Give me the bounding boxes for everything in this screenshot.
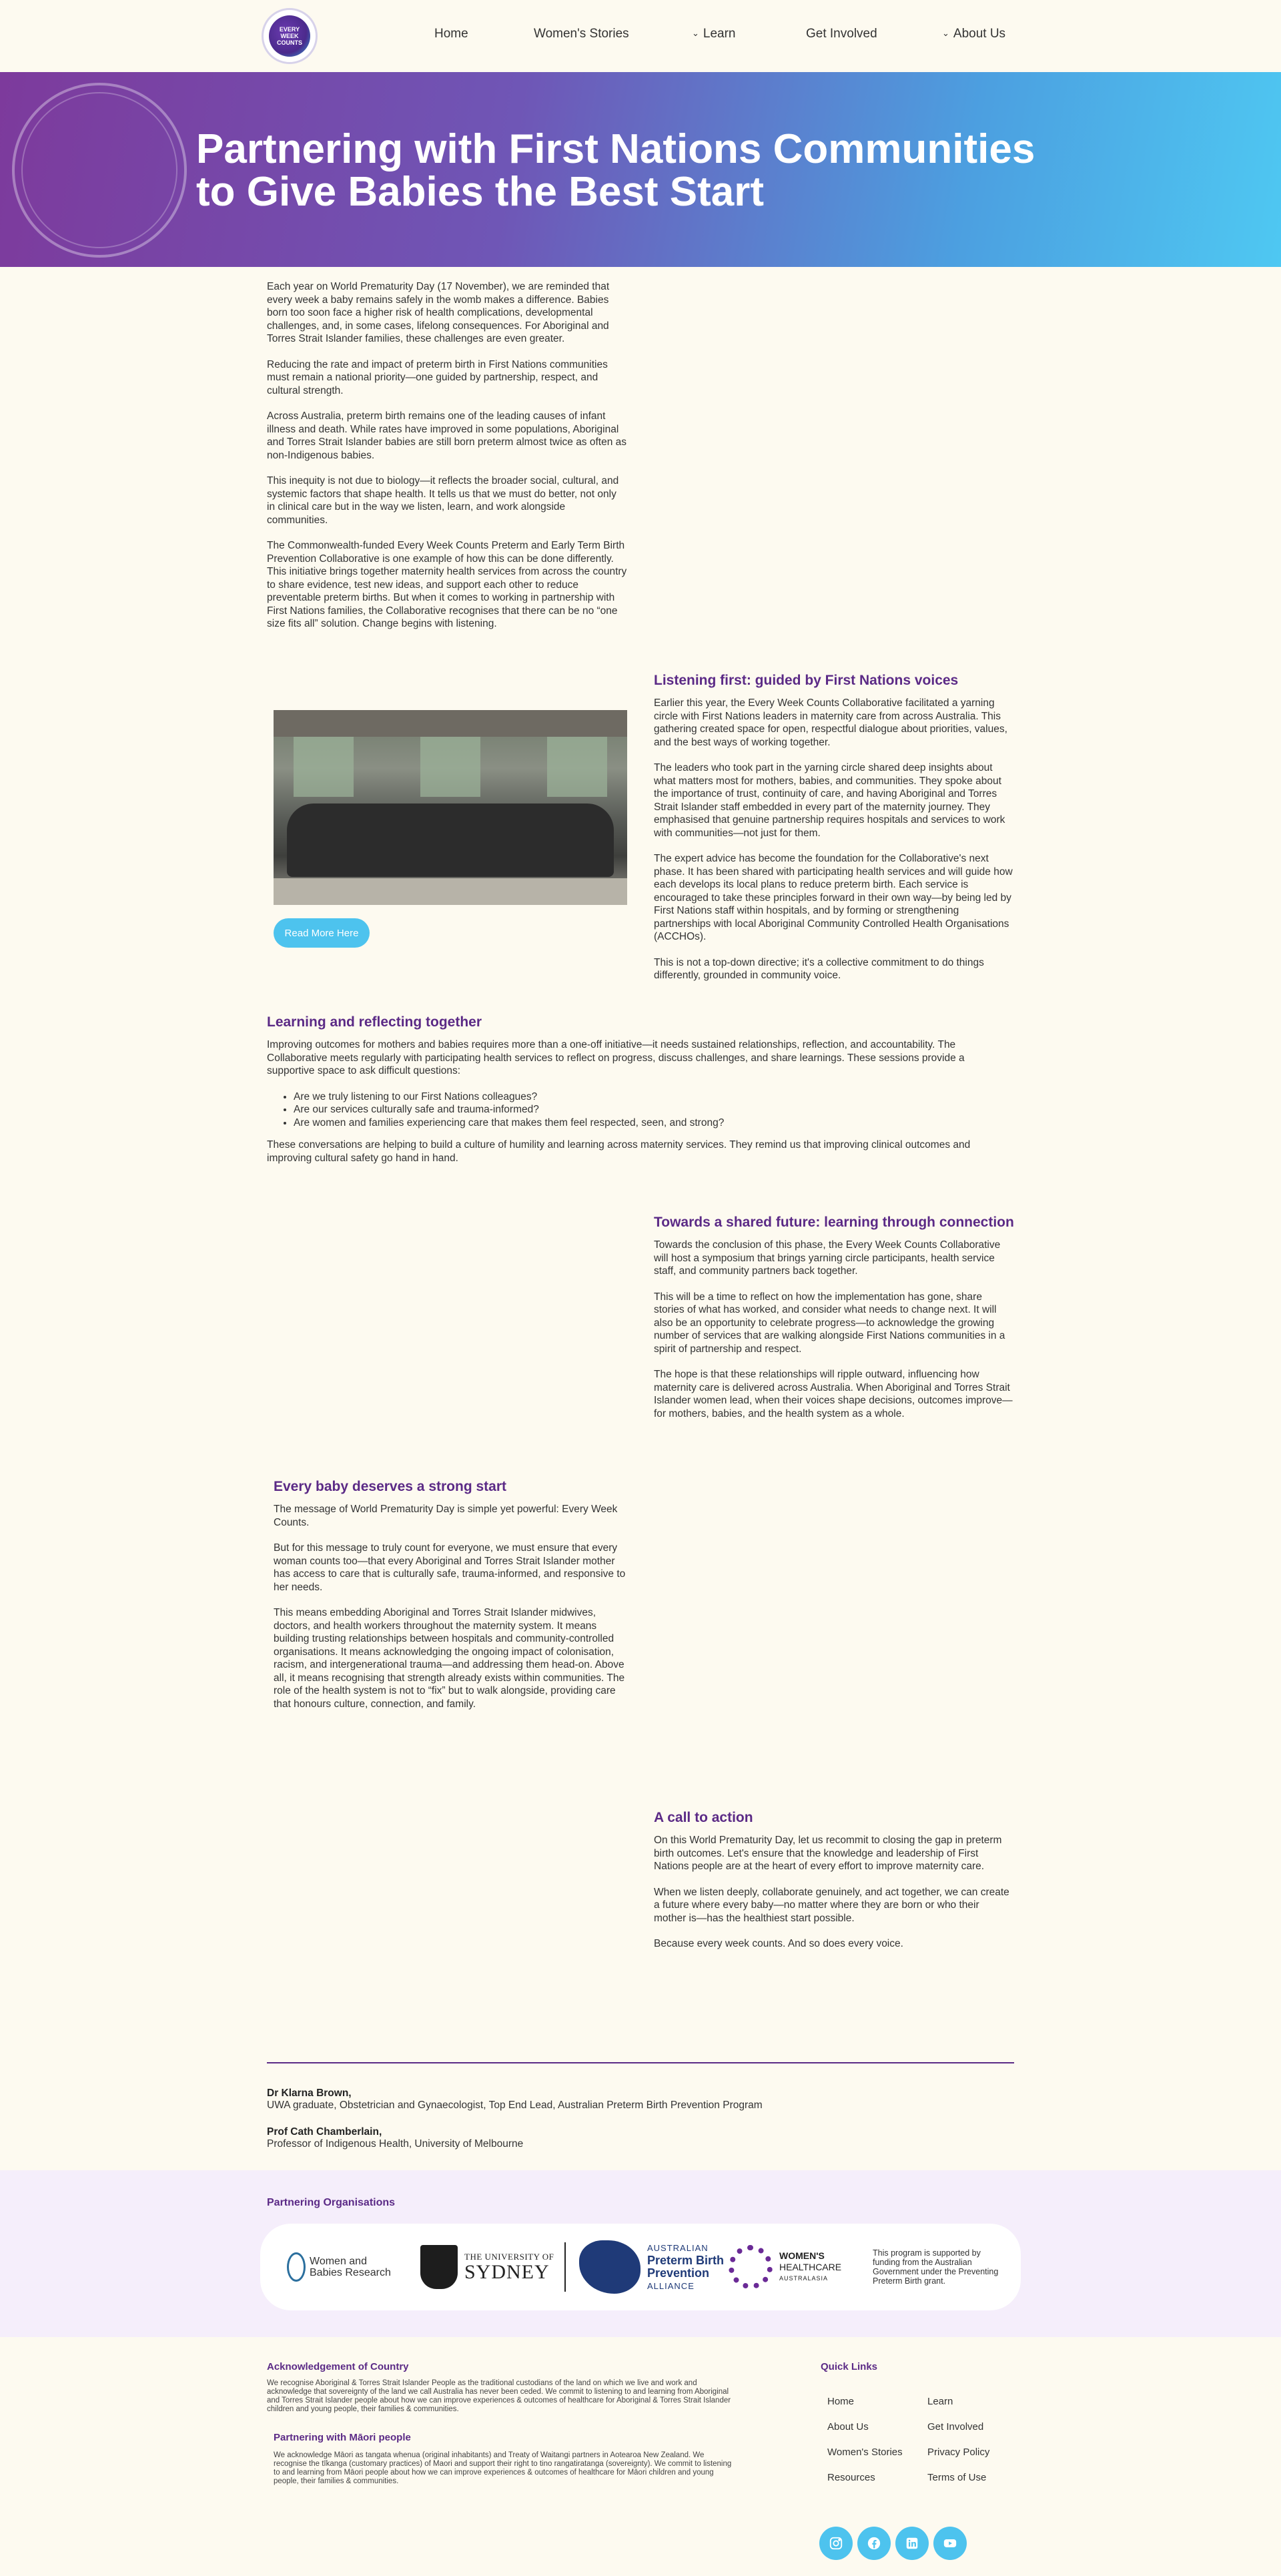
author-role: Professor of Indigenous Health, University of Melbourne xyxy=(267,2138,524,2150)
partners-logos-card xyxy=(260,2224,1021,2310)
footer-link-home[interactable]: Home xyxy=(827,2396,855,2407)
partners-title: Partnering Organisations xyxy=(267,2197,396,2208)
flower-icon xyxy=(729,2245,773,2289)
nav-about-us-label: About Us xyxy=(953,27,1006,41)
quick-links xyxy=(821,2361,1021,2386)
author xyxy=(267,2126,1014,2150)
maori-title: Partnering with Māori people xyxy=(274,2432,411,2443)
section-paragraph: Towards the conclusion of this phase, the Every Week Counts Collaborative will host a symposium that brings yarning circle participants, health service staff, and community partners back together. xyxy=(654,1239,1001,1277)
photo-window xyxy=(420,737,480,797)
wbr-line-1: Women and xyxy=(310,2256,367,2267)
logo-text: EVERY WEEK COUNTS xyxy=(269,15,310,57)
women-and-babies-research-logo[interactable] xyxy=(287,2244,391,2290)
photo-window xyxy=(294,737,354,797)
whc-line-3: AUSTRALASIA xyxy=(779,2274,829,2282)
university-of-sydney-logo[interactable] xyxy=(420,2244,554,2290)
hero-circle-decoration-inner xyxy=(21,92,177,248)
list-item: • Are we truly listening to our First Nations colleagues? xyxy=(294,1090,1014,1104)
ppa-line-1: AUSTRALIAN xyxy=(647,2243,709,2253)
footer-link-resources[interactable]: Resources xyxy=(827,2472,875,2483)
wbr-mark-icon xyxy=(287,2252,306,2282)
intro-paragraph: Across Australia, preterm birth remains one of the leading causes of infant illness and death. While rates have improved in some populations, Aboriginal and Torres Strait Islander babies are still born preterm almost twice as often as non-Indigenous babies. xyxy=(267,410,627,461)
site-footer xyxy=(0,2337,1281,2576)
section-paragraph: On this World Prematurity Day, let us recommit to closing the gap in preterm birth outcomes. Let's ensure that the knowledge and leadership of First Nations people are at the heart of every effort to improve maternity care. xyxy=(654,1835,1002,1872)
whc-line-2: HEALTHCARE xyxy=(779,2261,842,2272)
author xyxy=(267,2087,1014,2112)
learning-section xyxy=(267,1014,1014,1177)
maori-text: We acknowledge Māori as tangata whenua (original inhabitants) and Treaty of Waitangi partners in Aotearoa New Zealand. We recognise the tīkanga (customary practices) of Maori and support their right to tino rangatiratanga (sovereignty). We commit to listening to and learning from Māori people about how we can improve experiences & outcomes of healthcare for Māori children and young people, their families & communities. xyxy=(274,2451,732,2485)
nav-womens-stories-label: Women's Stories xyxy=(534,27,629,41)
nav-womens-stories[interactable] xyxy=(534,27,629,41)
womens-healthcare-australasia-logo[interactable] xyxy=(729,2244,841,2290)
section-title: Every baby deserves a strong start xyxy=(274,1479,507,1494)
partners-section xyxy=(0,2170,1281,2337)
intro-paragraph: Each year on World Prematurity Day (17 November), we are reminded that every week a baby remains safely in the womb makes a difference. Babies born too soon face a higher risk of health complications, developmental challenges, and, in some cases, lifelong consequences. For Aboriginal and Torres Strait Islander families, these challenges are even greater. xyxy=(267,281,610,344)
instagram-icon[interactable] xyxy=(819,2527,853,2560)
site-header xyxy=(0,0,1281,72)
chevron-down-icon: ⌄ xyxy=(942,28,949,38)
maori-partnership xyxy=(274,2432,734,2486)
youtube-icon[interactable] xyxy=(933,2527,967,2560)
author-role: UWA graduate, Obstetrician and Gynaecologist, Top End Lead, Australian Preterm Birth Prevention Program xyxy=(267,2100,763,2111)
whc-line-1: WOMEN'S xyxy=(779,2250,825,2261)
ack-text: We recognise Aboriginal & Torres Strait Islander People as the traditional custodians of the land on which we live and work and acknowledge that sovereignty of the land we call Australia has never been ceded. We commit to listening to and learning from Aboriginal and Torres Strait Islander people about how we can improve experiences & outcomes of healthcare for Aboriginal & Torres Strait Islander children and young people, their families & communities. xyxy=(267,2379,731,2413)
section-title: Towards a shared future: learning through connection xyxy=(654,1215,1014,1230)
nav-learn-label: Learn xyxy=(703,27,736,41)
footer-link-privacy-policy[interactable]: Privacy Policy xyxy=(927,2447,990,2458)
author-name: Prof Cath Chamberlain, xyxy=(267,2126,382,2138)
photo-beam xyxy=(274,710,627,737)
australia-map-icon xyxy=(579,2240,640,2294)
ppa-line-3: Prevention xyxy=(647,2266,710,2280)
acknowledgement-of-country xyxy=(267,2361,734,2414)
hero-banner xyxy=(0,72,1281,267)
wbr-line-2: Babies Research xyxy=(310,2267,391,2278)
section-title: A call to action xyxy=(654,1810,753,1825)
footer-link-terms-of-use[interactable]: Terms of Use xyxy=(927,2472,987,2483)
quick-links-title: Quick Links xyxy=(821,2361,878,2372)
section-paragraph: The hope is that these relationships will ripple outward, influencing how maternity care is delivered across Australia. When Aboriginal and Torres Strait Islander women lead, when their voices shape decisions, outcomes improve—for mothers, babies, and the health system as a whole. xyxy=(654,1369,1013,1419)
preterm-birth-prevention-alliance-logo[interactable] xyxy=(579,2244,724,2290)
footer-link-get-involved[interactable]: Get Involved xyxy=(927,2421,984,2433)
questions-list xyxy=(294,1090,1014,1130)
intro-section xyxy=(267,280,627,643)
call-to-action-section xyxy=(654,1810,1014,1963)
photo-window xyxy=(547,737,607,797)
section-paragraph: The leaders who took part in the yarning circle shared deep insights about what matters most for mothers, babies, and communities. They spoke about the importance of trust, continuity of care, and having Aboriginal and Torres Strait Islander staff embedded in every part of the maternity journey. They emphasised that genuine partnership requires hospitals and services to work with communities—not just for them. xyxy=(654,762,1005,839)
nav-about-us[interactable] xyxy=(942,27,1005,41)
section-paragraph: The expert advice has become the foundation for the Collaborative's next phase. It has been shared with participating health services and will guide how each develops its local plans to reduce preterm birth. Each service is encouraged to take these principles forward in their own way—by being led by First Nations staff within hospitals, and by forming or strengthening partnerships with local Aboriginal Community Controlled Health Organisations (ACCHOs). xyxy=(654,853,1013,942)
nav-home[interactable] xyxy=(434,27,468,41)
ppa-logo-text xyxy=(647,2242,724,2292)
section-paragraph: This will be a time to reflect on how the implementation has gone, share stories of what has worked, and consider what needs to change next. It will also be an opportunity to celebrate progress—to acknowledge the growing number of services that are walking alongside First Nations communities in a spirit of partnership and respect. xyxy=(654,1291,1005,1355)
section-paragraph: This is not a top-down directive; it's a collective commitment to do things differently, grounded in community voice. xyxy=(654,956,984,981)
section-paragraph: Improving outcomes for mothers and babies requires more than a one-off initiative—it needs sustained relationships, reflection, and accountability. The Collaborative meets regularly with participating health services to reflect on progress, discuss challenges, and share learnings. These sessions provide a supportive space to ask difficult questions: xyxy=(267,1039,965,1076)
intro-paragraph: The Commonwealth-funded Every Week Counts Preterm and Early Term Birth Prevention Collaborative is one example of how this can be done differently. This initiative brings together maternity health services from across the country to share evidence, test new ideas, and support each other to reduce preventable preterm births. But when it comes to working in partnership with First Nations families, the Collaborative recognises that there can be no “one size fits all” solution. Change begins with listening. xyxy=(267,540,627,629)
whc-logo-text xyxy=(779,2250,841,2284)
photo-floor xyxy=(274,878,627,905)
intro-paragraph: This inequity is not due to biology—it reflects the broader social, cultural, and systemic factors that shape health. It tells us that we must do better, not only in clinical care but in the way we listen, learn, and work alongside communities. xyxy=(267,475,619,526)
footer-link-learn[interactable]: Learn xyxy=(927,2396,953,2407)
section-paragraph: This means embedding Aboriginal and Torres Strait Islander midwives, doctors, and health workers throughout the maternity system. It means building trusting relationships between hospitals and community-controlled organisations. It means acknowledging the ongoing impact of colonisation, racism, and intergenerational trauma—and addressing them head-on. Above all, it means recognising that strength already exists within communities. The role of the health system is not to “fix” but to walk alongside, providing care that honours culture, connection, and family. xyxy=(274,1607,625,1710)
sydney-line-1: THE UNIVERSITY OF xyxy=(464,2252,554,2262)
nav-home-label: Home xyxy=(434,27,468,41)
ack-title: Acknowledgement of Country xyxy=(267,2361,409,2372)
intro-paragraph: Reducing the rate and impact of preterm birth in First Nations communities must remain a national priority—one guided by partnership, respect, and cultural strength. xyxy=(267,358,608,396)
funding-note: This program is supported by funding from the Australian Government under the Preventing Preterm Birth grant. xyxy=(873,2248,999,2286)
list-item: • Are women and families experiencing care that makes them feel respected, seen, and strong? xyxy=(294,1116,1014,1130)
ppa-line-2: Preterm Birth xyxy=(647,2254,725,2267)
facebook-icon[interactable] xyxy=(857,2527,891,2560)
nav-learn[interactable] xyxy=(692,27,736,41)
section-paragraph: When we listen deeply, collaborate genuinely, and act together, we can create a future where every baby—no matter where they are born or who their mother is—has the healthiest start possible. xyxy=(654,1886,1009,1924)
ppa-line-4: ALLIANCE xyxy=(647,2281,695,2291)
divider xyxy=(267,2062,1014,2063)
section-title: Listening first: guided by First Nations voices xyxy=(654,673,959,688)
section-paragraph: Because every week counts. And so does every voice. xyxy=(654,1938,903,1949)
authors xyxy=(267,2087,1014,2165)
read-more-button[interactable]: Read More Here xyxy=(274,918,370,948)
section-paragraph: The message of World Prematurity Day is simple yet powerful: Every Week Counts. xyxy=(274,1504,618,1528)
section-paragraph: But for this message to truly count for everyone, we must ensure that every woman counts too—that every Aboriginal and Torres Strait Islander mother has access to care that is culturally safe, trauma-informed, and responsive to her needs. xyxy=(274,1542,626,1593)
wbr-logo-text xyxy=(310,2256,391,2278)
sydney-line-2: SYDNEY xyxy=(464,2261,550,2283)
nav-get-involved-label: Get Involved xyxy=(806,27,877,41)
section-paragraph: These conversations are helping to build a culture of humility and learning across maternity services. They remind us that improving clinical outcomes and improving cultural safety go hand in hand. xyxy=(267,1139,971,1164)
linkedin-icon[interactable] xyxy=(895,2527,929,2560)
sydney-logo-text xyxy=(464,2252,554,2282)
main-nav xyxy=(0,0,1281,72)
yarning-circle-group-photo xyxy=(274,710,627,905)
strong-start-section xyxy=(274,1479,627,1723)
sydney-crest-icon xyxy=(420,2245,458,2289)
author-name: Dr Klarna Brown, xyxy=(267,2087,352,2099)
nav-get-involved[interactable] xyxy=(806,27,877,41)
listening-section xyxy=(654,673,1014,995)
list-item: • Are our services culturally safe and trauma-informed? xyxy=(294,1103,1014,1116)
logo-separator xyxy=(564,2242,566,2292)
future-section xyxy=(654,1215,1014,1433)
footer-link-womens-stories[interactable]: Women's Stories xyxy=(827,2447,903,2458)
photo-group-of-people xyxy=(287,803,614,877)
page-title: Partnering with First Nations Communities to Give Babies the Best Start xyxy=(196,126,1035,215)
chevron-down-icon: ⌄ xyxy=(692,28,699,38)
section-title: Learning and reflecting together xyxy=(267,1014,482,1030)
footer-link-about-us[interactable]: About Us xyxy=(827,2421,869,2433)
section-paragraph: Earlier this year, the Every Week Counts Collaborative facilitated a yarning circle with First Nations leaders in maternity care from across Australia. This gathering created space for open, respectful dialogue about priorities, values, and the best ways of working together. xyxy=(654,697,1007,748)
